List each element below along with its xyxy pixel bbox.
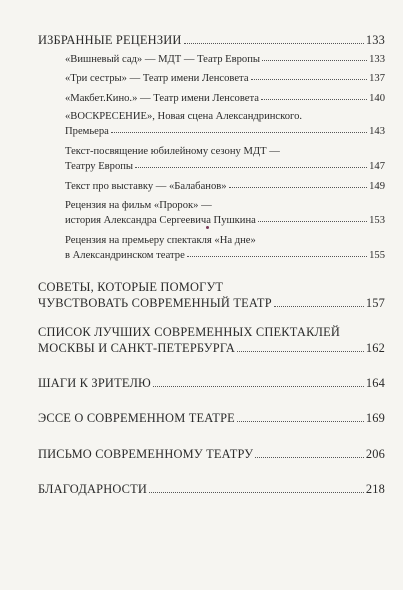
toc-entry-title-line-2: история Александра Сергеевича Пушкина	[65, 215, 256, 226]
toc-entry-title-line-2: Театру Европы	[65, 161, 134, 172]
toc-entry-macbeth-kino[interactable]	[65, 93, 385, 104]
toc-page-number: 162	[365, 341, 385, 355]
toc-leader-dots	[258, 221, 367, 222]
toc-entry-title-line-2: Премьера	[65, 126, 109, 137]
toc-entry-title-line-2: в Александринском театре	[65, 250, 185, 261]
toc-leader-dots	[274, 306, 364, 307]
toc-page-number: 218	[365, 482, 385, 496]
toc-section-title: ЭССЕ О СОВРЕМЕННОМ ТЕАТРЕ	[38, 411, 235, 425]
toc-leader-dots	[229, 187, 368, 188]
toc-section-title: ШАГИ К ЗРИТЕЛЮ	[38, 376, 151, 390]
toc-page-number: 149	[369, 181, 385, 192]
toc-entry-balabanov[interactable]	[65, 181, 385, 192]
toc-section-letter[interactable]	[38, 447, 385, 462]
toc-entry-cherry-orchard[interactable]	[65, 54, 385, 65]
toc-leader-dots	[111, 132, 367, 133]
toc-section-title-line-2: ЧУВСТВОВАТЬ СОВРЕМЕННЫЙ ТЕАТР	[38, 296, 272, 310]
toc-section-essay[interactable]	[38, 411, 385, 426]
toc-section-advice[interactable]	[38, 296, 385, 311]
toc-page-number: 147	[369, 161, 385, 172]
toc-leader-dots	[262, 60, 367, 61]
toc-entry-title-line-1: Рецензия на премьеру спектакля «На дне»	[65, 235, 256, 246]
toc-entry-title: Текст про выставку — «Балабанов»	[65, 181, 227, 192]
toc-section-title: ИЗБРАННЫЕ РЕЦЕНЗИИ	[38, 33, 182, 47]
toc-page-number: 157	[365, 296, 385, 310]
toc-page-number: 133	[369, 54, 385, 65]
toc-page-number: 133	[365, 33, 385, 47]
toc-leader-dots	[261, 99, 367, 100]
toc-leader-dots	[237, 421, 364, 422]
toc-page-number: 169	[365, 411, 385, 425]
toc-entry-resurrection[interactable]	[65, 126, 385, 137]
toc-leader-dots	[237, 351, 364, 352]
toc-page-number: 137	[369, 73, 385, 84]
toc-section-acknowledgements[interactable]	[38, 482, 385, 497]
toc-section-steps[interactable]	[38, 376, 385, 391]
toc-entry-title-line-1: Рецензия на фильм «Пророк» —	[65, 200, 212, 211]
toc-section-best-plays[interactable]	[38, 341, 385, 356]
toc-section-title-line-1: СПИСОК ЛУЧШИХ СОВРЕМЕННЫХ СПЕКТАКЛЕЙ	[38, 325, 341, 339]
toc-entry-na-dne[interactable]	[65, 250, 385, 261]
toc-page-number: 155	[369, 250, 385, 261]
toc-page-number: 164	[365, 376, 385, 390]
toc-page-number: 143	[369, 126, 385, 137]
toc-page-number: 153	[369, 215, 385, 226]
toc-leader-dots	[251, 79, 368, 80]
toc-leader-dots	[149, 492, 364, 493]
toc-entry-title-line-1: Текст-посвящение юбилейному сезону МДТ —	[65, 146, 280, 157]
toc-entry-mdt-jubilee[interactable]	[65, 161, 385, 172]
toc-leader-dots	[255, 457, 364, 458]
toc-leader-dots	[187, 256, 367, 257]
toc-entry-prorok[interactable]	[65, 215, 385, 226]
toc-entry-title: «Макбет.Кино.» — Театр имени Ленсовета	[65, 93, 259, 104]
toc-entry-title-line-1: «ВОСКРЕСЕНИЕ», Новая сцена Александринского.	[65, 111, 303, 122]
toc-section-selected-reviews[interactable]	[38, 33, 385, 48]
toc-section-title: БЛАГОДАРНОСТИ	[38, 482, 148, 496]
toc-section-title-line-2: МОСКВЫ И САНКТ-ПЕТЕРБУРГА	[38, 341, 236, 355]
toc-leader-dots	[184, 43, 364, 44]
ink-mark	[206, 226, 209, 229]
toc-entry-title: «Три сестры» — Театр имени Ленсовета	[65, 73, 249, 84]
toc-page-number: 206	[365, 447, 385, 461]
toc-page-number: 140	[369, 93, 385, 104]
toc-entry-three-sisters[interactable]	[65, 73, 385, 84]
toc-entry-title: «Вишневый сад» — МДТ — Театр Европы	[65, 54, 261, 65]
toc-section-title-line-1: СОВЕТЫ, КОТОРЫЕ ПОМОГУТ	[38, 280, 224, 294]
toc-leader-dots	[135, 167, 367, 168]
toc-leader-dots	[153, 386, 364, 387]
toc-section-title: ПИСЬМО СОВРЕМЕННОМУ ТЕАТРУ	[38, 447, 254, 461]
